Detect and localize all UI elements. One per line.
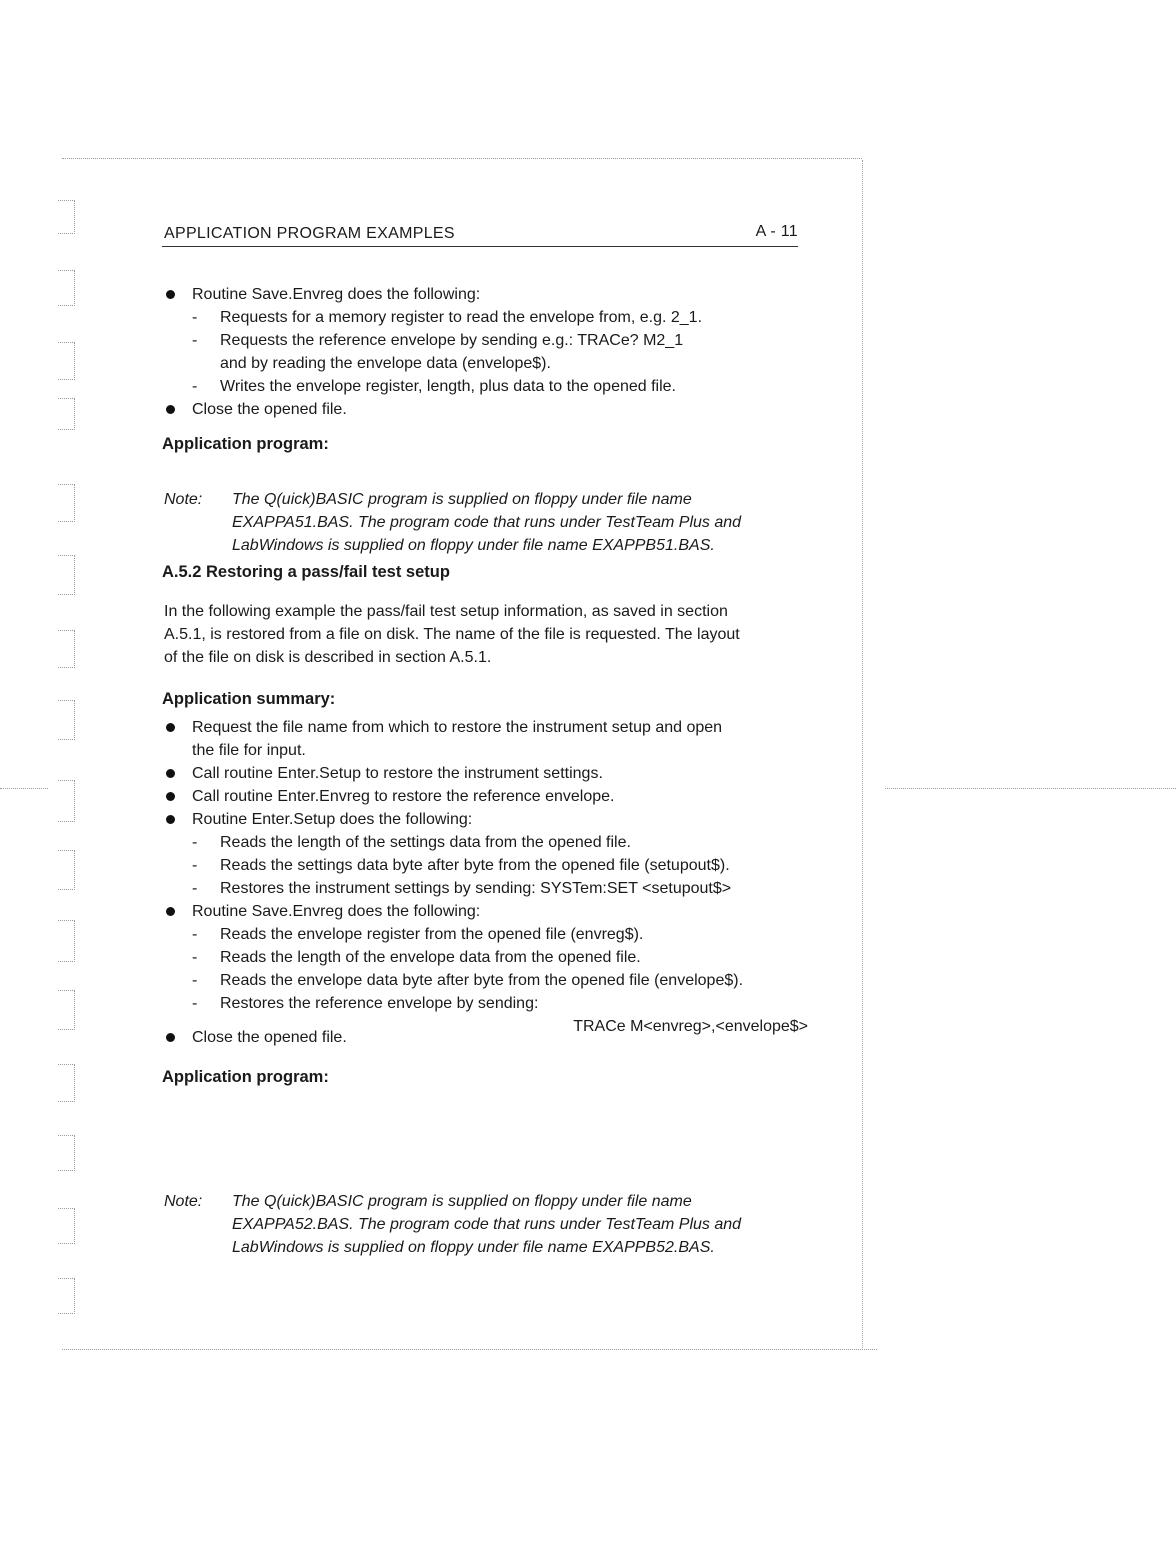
binder-hole-mark bbox=[58, 700, 75, 740]
list-item: Call routine Enter.Envreg to restore the reference envelope. bbox=[162, 785, 812, 808]
application-program-heading: Application program: bbox=[162, 435, 329, 453]
dash-icon: - bbox=[192, 949, 198, 966]
dash-icon: - bbox=[192, 995, 198, 1012]
list-item: Routine Enter.Setup does the following: bbox=[162, 808, 812, 831]
binder-hole-mark bbox=[58, 850, 75, 890]
dash-icon: - bbox=[192, 880, 198, 897]
bullet-icon bbox=[166, 769, 175, 778]
list-subitem: - Restores the instrument settings by sending: SYSTem:SET <setupout$> bbox=[162, 877, 812, 900]
bullet-icon bbox=[166, 290, 175, 299]
binder-hole-mark bbox=[58, 1064, 75, 1102]
note-line: LabWindows is supplied on floppy under file name EXAPPB51.BAS. bbox=[232, 537, 715, 554]
scan-side-mark-right bbox=[885, 788, 1176, 789]
note-label: Note: bbox=[164, 1193, 203, 1210]
list-subitem: - Requests for a memory register to read the envelope from, e.g. 2_1. bbox=[162, 306, 812, 329]
list-item: Routine Save.Envreg does the following: bbox=[162, 900, 812, 923]
page-header bbox=[162, 220, 798, 247]
binder-hole-mark bbox=[58, 484, 75, 522]
header-title: APPLICATION PROGRAM EXAMPLES bbox=[164, 225, 455, 242]
note-line: EXAPPA51.BAS. The program code that runs under TestTeam Plus and bbox=[232, 514, 742, 531]
intro-paragraph bbox=[162, 600, 812, 669]
list-item: Close the opened file. bbox=[162, 398, 812, 421]
binder-hole-mark bbox=[58, 780, 75, 822]
note-line: The Q(uick)BASIC program is supplied on floppy under file name bbox=[232, 1193, 692, 1210]
note-block bbox=[162, 1190, 812, 1259]
list-subitem: - Requests the reference envelope by sending e.g.: TRACe? M2_1 bbox=[162, 329, 812, 352]
dash-icon: - bbox=[192, 332, 198, 349]
list-item-continuation: the file for input. bbox=[192, 742, 306, 759]
trace-command: TRACe M<envreg>,<envelope$> bbox=[573, 1018, 808, 1035]
document-page bbox=[162, 220, 812, 1256]
dash-icon: - bbox=[192, 378, 198, 395]
binder-hole-mark bbox=[58, 630, 75, 668]
dash-icon: - bbox=[192, 857, 198, 874]
page-number: A - 11 bbox=[755, 223, 798, 240]
paragraph-line: of the file on disk is described in section A.5.1. bbox=[164, 649, 492, 666]
save-envreg-list bbox=[162, 283, 812, 421]
list-item: Request the file name from which to restore the instrument setup and open bbox=[162, 716, 812, 739]
dash-icon: - bbox=[192, 972, 198, 989]
paragraph-line: In the following example the pass/fail test setup information, as saved in section bbox=[164, 603, 728, 620]
note-line: EXAPPA52.BAS. The program code that runs under TestTeam Plus and bbox=[232, 1216, 742, 1233]
list-subitem-continuation: and by reading the envelope data (envelope$). bbox=[220, 355, 551, 372]
application-program-heading: Application program: bbox=[162, 1068, 329, 1086]
list-subitem: - Restores the reference envelope by sending: bbox=[162, 992, 812, 1015]
section-heading: A.5.2 Restoring a pass/fail test setup bbox=[162, 563, 450, 581]
binder-hole-mark bbox=[58, 398, 75, 430]
binder-hole-mark bbox=[58, 342, 75, 380]
dash-icon: - bbox=[192, 834, 198, 851]
scan-side-mark-left bbox=[0, 788, 48, 789]
binder-hole-mark bbox=[58, 1278, 75, 1314]
note-label: Note: bbox=[164, 491, 203, 508]
scan-right-edge bbox=[862, 160, 863, 1348]
binder-hole-mark bbox=[58, 555, 75, 595]
bullet-icon bbox=[166, 723, 175, 732]
application-summary-heading: Application summary: bbox=[162, 690, 336, 708]
scan-bottom-edge bbox=[62, 1349, 877, 1350]
binder-hole-mark bbox=[58, 920, 75, 962]
bullet-icon bbox=[166, 907, 175, 916]
bullet-icon bbox=[166, 405, 175, 414]
summary-list bbox=[162, 716, 812, 1038]
list-subitem: - Reads the length of the settings data from the opened file. bbox=[162, 831, 812, 854]
list-subitem: - Reads the length of the envelope data from the opened file. bbox=[162, 946, 812, 969]
paragraph-line: A.5.1, is restored from a file on disk. The name of the file is requested. The layout bbox=[164, 626, 740, 643]
list-item: Routine Save.Envreg does the following: bbox=[162, 283, 812, 306]
list-subitem: - Reads the settings data byte after byte from the opened file (setupout$). bbox=[162, 854, 812, 877]
bullet-icon bbox=[166, 815, 175, 824]
list-item: Close the opened file. bbox=[162, 1026, 812, 1049]
scan-top-edge bbox=[62, 158, 862, 159]
list-item: Call routine Enter.Setup to restore the instrument settings. bbox=[162, 762, 812, 785]
binder-hole-mark bbox=[58, 200, 75, 234]
bullet-icon bbox=[166, 1033, 175, 1042]
binder-hole-mark bbox=[58, 1208, 75, 1244]
list-subitem: - Reads the envelope data byte after byte from the opened file (envelope$). bbox=[162, 969, 812, 992]
list-subitem: - Writes the envelope register, length, plus data to the opened file. bbox=[162, 375, 812, 398]
bullet-icon bbox=[166, 792, 175, 801]
dash-icon: - bbox=[192, 926, 198, 943]
binder-hole-mark bbox=[58, 1135, 75, 1171]
close-file-list bbox=[162, 1026, 812, 1049]
list-subitem: - Reads the envelope register from the opened file (envreg$). bbox=[162, 923, 812, 946]
binder-hole-mark bbox=[58, 270, 75, 306]
note-line: LabWindows is supplied on floppy under file name EXAPPB52.BAS. bbox=[232, 1239, 715, 1256]
binder-hole-mark bbox=[58, 990, 75, 1030]
dash-icon: - bbox=[192, 309, 198, 326]
note-block bbox=[162, 488, 812, 557]
note-line: The Q(uick)BASIC program is supplied on floppy under file name bbox=[232, 491, 692, 508]
